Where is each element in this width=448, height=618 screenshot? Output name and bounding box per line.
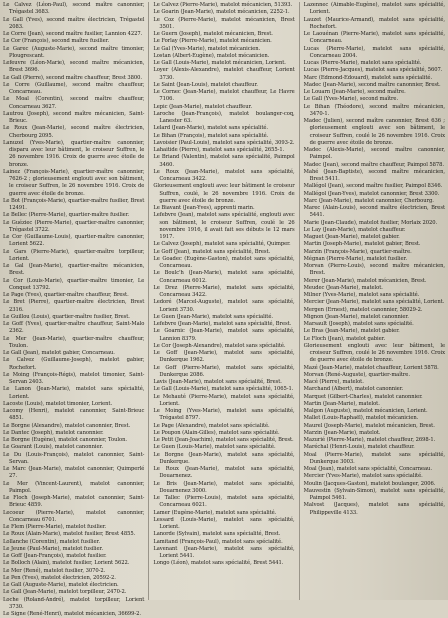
list-entry: Le Borgne (Alexandre), matelot canonnier, Brest. [3, 422, 131, 429]
list-entry: Le Louarn (Jean-Marie), second maître. [303, 89, 406, 95]
list-entry: Le Gall (Jean-Marie), matelot torpilleur, 2470-2. [3, 589, 127, 596]
list-entry: Le Gall (Auguste-Marie), matelot électricien. [3, 582, 119, 588]
list-entry: Le Goff (Jean-Marie), matelot sans spécialité, Dunkerque 1962. [153, 350, 295, 364]
list-entry: Le Bras (Jean-Marie), matelot gabier. [303, 328, 400, 335]
list-entry: Le Drez (Pierre-Marie), matelot sans spécialité, Concarneau 3422. [153, 284, 295, 298]
list-entry: Le Mer (René), matelot fusilier, 3070-2. [3, 567, 106, 574]
list-entry: Le Floch (Jean), matelot gabier. [303, 335, 386, 342]
list-entry: Le Gal (Jean-Marie), quartier-maître mécanicien, Brest. [3, 263, 145, 277]
list-entry: Marchand (Albert), matelot canonnier. [303, 386, 404, 393]
list-entry: Lollanche (Corentin), matelot fusilier. [3, 538, 100, 545]
list-entry: Le Goarnic (Jean-Marie), matelot sans spécialité, Lannion 8379. [153, 328, 295, 342]
list-entry: Glorieusement englouti avec leur bâtiment le croiseur Suffren, coulé, le 26 novembre 1916. Croix de guerre avec étoile de bronze. [153, 183, 295, 204]
list-entry: Lucas (Pierre-Marie), matelot sans spécialité. [303, 60, 422, 66]
column-2 [153, 2, 294, 600]
list-entry: Lepic (Jean-Marie), matelot chauffeur. [153, 103, 252, 110]
list-entry: Le Garec (Auguste-Marie), second maître timonier, Plougrescant. [3, 45, 145, 59]
list-entry: Le Floch (Joseph-Marie), matelot canonnier, Saint-Brieuc 4859. [3, 495, 145, 509]
list-entry: Le Guéziec (Pierre-Marie), quartier-maître canonnier, Trégastel 3722. [3, 219, 145, 233]
list-entry: Le Marc (Jean-Marie), matelot canonnier, Quimperlé 27. [3, 466, 145, 480]
list-entry: Lauzet (Maurice-Armand), matelot sans spécialité, Rochefort. [303, 16, 445, 30]
list-entry: Le Guern (Joseph), matelot mécanicien, Brest. [153, 31, 273, 37]
list-entry: Le Bihan (François), matelot sans spécialité. [153, 132, 269, 139]
list-entry: Lacoste (Louis), matelot timonier, Lorient. [3, 400, 113, 407]
list-entry: Malgon (Auguste), matelot mécanicien, Lorient. [303, 408, 428, 414]
list-entry: Lamitand (François-Paul), matelot sans spécialité. [153, 538, 283, 545]
list-entry: Morvan (Pierre-Louis), second maître mécanicien, Brest. [303, 263, 445, 277]
list-entry: Le Bot (François-Marie), quartier-maître fusilier, Brest 12491. [3, 197, 145, 211]
list-entry: Lostan (Albert-Eugène), matelot mécanicien. [153, 52, 270, 59]
list-entry: Morvan (René-Auguste), quartier-maître. [303, 371, 410, 378]
list-entry: Lahaitide (Pierre), matelot sans spécialité, 2655-1. [153, 147, 285, 153]
list-entry: Le Mer (Vincent-Laurent), matelot canonnier, Paimpol. [3, 480, 145, 494]
list-entry: Le Saint (Jean-Louis), matelot chauffeur. [153, 81, 258, 88]
list-entry: Lefebvre (Jean-Marie), matelot sans spécialité, Brest. [153, 321, 292, 327]
list-entry: Marec (Alain-Louis), second maître électricien, Brest 5441. [303, 205, 445, 219]
list-entry: Le Moing (François-Régis), matelot timonier, Saint-Servan 2403. [3, 371, 145, 385]
column-1 [3, 2, 145, 617]
list-entry: Le Corre (Jean), second maître fusilier, Lannion 4227. [3, 31, 143, 37]
list-entry: Le Petit (Jean-Joachim), matelot sans spécialité, Brest. [153, 437, 294, 443]
list-entry: Mallet (Louis-Raphaël), matelot mécanicien. [303, 415, 419, 422]
list-entry: Malvost (Jacques), matelot sans spécialité, Philippeville 4133. [303, 502, 445, 516]
list-entry: Le Coz (Pierre-Marie), matelot mécanicien, Brest 3501. [153, 16, 295, 30]
list-entry: Marc (Jean-Marie), matelot canonnier, Cherbourg. [303, 197, 434, 204]
list-entry: Maréchal (Henri-Louis), matelot chauffeur. [303, 444, 415, 451]
list-entry: Martin (Joseph-Marie), matelot gabier, Brest. [303, 241, 421, 248]
list-entry: Merer (Jean-Marie), matelot mécanicien, Brest. [303, 277, 427, 284]
list-entry: Le Borgne (Jean-Marie), matelot sans spécialité, Dunkerque. [153, 451, 295, 465]
list-entry: Le Calvez (Léon-Paul), second maître canonnier, Trégastel 3683. [3, 2, 145, 16]
list-entry: Le Forlay (Pierre-Marie), matelot mécanicien. [153, 38, 272, 45]
list-entry: Le Moing (Yves-Marie), matelot sans spécialité, Trégastel 8797. [153, 408, 295, 422]
list-entry: Laroche (Jean-François), matelot boulanger-coq, Lanester 63. [153, 110, 295, 124]
list-entry: Le Roux (Jean-Marie), matelot sans spécialité, Douarnenez. [153, 466, 295, 480]
list-entry: Marie (Jean-Claude), matelot fusilier, Morlaix 2020. [303, 219, 438, 226]
list-entry: Le Guen (Jean-Marie), matelot sans spécialité. [153, 313, 273, 320]
list-entry: Le Goarin (Jean-Marie), matelot mécanicien, 2252-1. [153, 9, 290, 16]
list-entry: Lavis (Jean-Marie), matelot sans spécialité, Brest. [153, 379, 282, 385]
list-entry: Maurel (Joseph-Marie), matelot mécanicien, Brest. [303, 422, 435, 429]
list-entry: Lecoeur (Pierre-Marie), matelot canonnier, Concarneau 6701. [3, 509, 145, 523]
list-entry: Lavoisier (Paul-Louis), matelot sans spécialité, 3093-2. [153, 139, 295, 146]
list-entry: Mercier (Yves-Marie), matelot sans spécialité. [303, 473, 423, 480]
text-columns [3, 2, 445, 617]
list-entry: Le Roux (Jean-Marie), second maître électricien, Cherbourg 2095. [3, 125, 145, 139]
list-entry: Le Gall (Pierre), second maître chauffeur, Brest 3800. [3, 74, 143, 81]
list-entry: Le Gal (Yves-Marie), matelot mécanicien. [153, 45, 261, 52]
list-entry: Le Bihan (Théodore), second maître mécanicien, 3470-1. [303, 103, 445, 117]
list-entry: Milner (Yves-Marie), matelot sans spécialité. [303, 292, 420, 298]
list-entry: Glorieusement englouti avec leur bâtiment, le croiseur Suffren, coulé le 26 novembre 1916. Croix de guerre avec étoile de bronze. [303, 342, 445, 364]
column-divider [299, 2, 300, 600]
list-entry: Moal (Jean), matelot sans spécialité, Concarneau. [303, 466, 432, 472]
list-entry: Le Signe (René-Henri), matelot mécanicien, 36699-2. [3, 611, 141, 617]
list-entry: Lautrou (Joseph), second maître mécanicien, Saint-Brieuc. [3, 110, 145, 124]
list-entry: Loyer (Alexis-Alexandre), matelot chauffeur, Lorient 3730. [153, 67, 295, 81]
list-entry: Le Calvez (Joseph), matelot sans spécialité, Quimper. [153, 241, 291, 248]
list-entry: Lavenant (Jean-Marie), matelot sans spécialité, Lorient 5441. [153, 545, 295, 559]
list-entry: Lamer (Eugène-Marie), matelot sans spécialité. [153, 509, 277, 516]
list-entry: Marzin (François-Marie), quartier-maître. [303, 248, 412, 255]
list-entry: Lelard (Jean-Marie), matelot sans spécialité. [153, 125, 269, 132]
list-entry: Le Moal (Corentin), second maître chauffeur, Concarneau 3627. [3, 96, 145, 110]
list-entry: Marquet (Gilbert-Charles), matelot canonnier. [303, 393, 423, 400]
list-entry: Le Mer (Jean-Marie), quartier-maître chauffeur, Toulon. [3, 335, 145, 349]
list-entry: Le Calvez (Guillaume-Joseph), matelot gabier, Rochefort. [3, 357, 145, 371]
list-entry: Lessard (Louis-Marie), matelot sans spécialité, Lorient. [153, 516, 295, 530]
list-entry: Maguet (Jean-Marie), matelot gabier. [303, 234, 400, 240]
list-entry: Le Borgne (Eugène), matelot canonnier, Toulon. [3, 437, 127, 443]
list-entry: Lucas (Pierre-Marie), matelot sans spécialité, Concarneau 2004. [303, 45, 445, 59]
list-entry: Marsault (Joseph), matelot sans spécialité. [303, 321, 414, 327]
list-entry: Le Goarant (Louis), matelot canonnier. [3, 444, 103, 451]
list-entry: Mercier (Jean-Marie), matelot sans spécialité, Lorient. [303, 299, 445, 306]
list-entry: Moulin (Jacques-Gaston), matelot boulanger, 2006. [303, 480, 436, 487]
list-entry: Le Lanon (Jean-Marie), matelot sans spécialité, Lorient. [3, 386, 145, 400]
list-entry: Le Corre (Guillaume), second maître chauffeur, Concarneau. [3, 81, 145, 95]
list-entry: Le Briand (Valentin), matelot sans spécialité, Paimpol 3460. [153, 154, 295, 168]
list-entry: Le Mehauté (Pierre-Marie), matelot sans spécialité, Lorient. [153, 393, 295, 407]
list-entry: Le Cor (Louis-Marie), quartier-maître timonier, Le Conquet 13792. [3, 277, 145, 291]
list-entry: Mazé (Jean-Marie), matelot chauffeur, Lorient 5878. [303, 364, 439, 371]
list-entry: Le Roux (Alain-Marie), matelot fusilier, Brest 4855. [3, 531, 136, 538]
list-entry: Le Roux (Jean-Marie), matelot sans spécialité, Concarneau 3422. [153, 168, 295, 182]
list-entry: Le Goff (Jean), matelot sans spécialité, Brest. [153, 248, 271, 255]
list-entry: Mallégol (Jean-Yves), matelot canonnier, Brest 3300. [303, 190, 440, 197]
list-entry: Le Guen (Louis-Marie), matelot sans spécialité. [153, 444, 276, 451]
list-entry: Le Du (Louis-François), matelot canonnier, Saint-Servan. [3, 451, 145, 465]
list-entry: Le Pen (Yves), matelot électricien, 20592-2. [3, 574, 116, 581]
list-entry: Le Page (Yves), quartier-maître chauffeur, Brest. [3, 292, 129, 298]
list-entry: Lanorde (Sylvain), matelot sans spécialité, Brest. [153, 531, 281, 538]
list-entry: Mégnan (Pierre-Marie), matelot fusilier. [303, 255, 407, 262]
list-entry: Le Bellec (Pierre-Marie), quartier-maître fusilier. [3, 212, 130, 219]
list-entry: Le Poupon (Alain-Gilles), matelot sans spécialité. [153, 429, 280, 436]
list-entry: Le Goadec (Eugène-Gaston), matelot sans spécialité, Concarneau. [153, 255, 295, 269]
list-entry: Longo (Léon), matelot sans spécialité, Brest 5441. [153, 560, 284, 567]
list-entry: Le Gall (Louis-Marie), matelot sans spécialité, 1065-1. [153, 386, 294, 393]
list-entry: Madec (Jean-Marie), second maître canonnier, Brest. [303, 81, 441, 88]
column-divider [148, 2, 149, 600]
list-entry: Mahé (Jean-Baptiste), second maître mécanicien, Brest 5411. [303, 168, 445, 182]
list-entry: Meudec (Jean-Marie), matelot. [303, 284, 383, 291]
list-entry: Ledoré (Marcel-Auguste), matelot sans spécialité, Lorient 3730. [153, 299, 295, 313]
list-entry: Mergen (Ernest), matelot canonnier, 58029-2. [303, 306, 423, 313]
list-entry: Martin (Jean-Marie), matelot. [303, 400, 380, 407]
list-entry: Le Bret (Pierre), quartier-maître électricien, Brest 2316. [3, 299, 145, 313]
list-entry: Le Calvez (Pierre-Marie), matelot mécanicien, 51393. [153, 2, 293, 8]
list-entry: Le Flem (Pierre-Marie), matelot fusilier. [3, 524, 107, 530]
list-entry: Le Bris (Jean-Marie), matelot sans spécialité, Douarnenez 3000. [153, 480, 295, 494]
list-entry: Lucas (Pierre-Jacques), matelot sans spécialité, 5607. [303, 67, 443, 74]
list-entry: Le Gall (Yves), second maître électricien, Trégastel 2083. [3, 16, 145, 30]
list-entry: Le Gall (Louis-Marie), matelot mécanicien, Lorient. [153, 60, 286, 66]
list-entry: Le Jeune (Paul-Marie), matelot fusilier. [3, 545, 103, 552]
list-entry: Le Cor (François), second maître fusilier. [3, 38, 110, 45]
list-entry: Marzin (Jean-Marie), matelot. [303, 429, 381, 436]
list-entry: Le Boulc'h (Jean-Marie), matelot sans spécialité, Concarneau 6012. [153, 270, 295, 284]
list-entry: Mauvestin (Sylvain-Simon), matelot sans spécialité, Paimpol 5461. [303, 487, 445, 501]
list-entry: Le Laouénan (Pierre-Marie), matelot sans spécialité, Concarneau. [303, 31, 445, 45]
list-entry: Lefeuvre (Léon-Marie), second maître mécanicien, Brest 3696. [3, 60, 145, 74]
list-entry: Lainez (François-Marie), quartier-maître canonnier, 7626-2 ; glorieusement englouti avec son bâtiment, le croiseur Suffren, le 26 novembre 1916. Croix de guerre avec étoile de bronze. [3, 168, 145, 197]
list-entry: Lanuzel (Yves-Marie), quartier-maître canonnier, disparu avec leur bâtiment, le croiseur Suffren, le 26 novembre 1916. Croix de guerre avec étoile de bronze. [3, 139, 145, 168]
list-entry: Le Bolloch (Alain), matelot fusilier, Lorient 5622. [3, 560, 130, 567]
list-entry: Le Goff (Yves), quartier-maître chauffeur, Saint-Malo 2362. [3, 321, 145, 335]
list-entry: Le Gall (Jean), matelot gabier, Concarneau. [3, 350, 115, 356]
list-entry: Marc (Edmond-Edouard), matelot sans spécialité. [303, 74, 433, 81]
list-entry: Le Gall (Yves-Marie), second maître. [303, 96, 399, 103]
list-entry: Le Guillou (Louis), quartier-maître fusilier, Brest. [3, 313, 130, 320]
list-entry: Le Goff (Pierre-Marie), matelot sans spécialité, Dunkerque 2086. [153, 364, 295, 378]
list-entry: Le Lay (Jean-Marie), matelot chauffeur. [303, 226, 406, 233]
list-entry: Le Cornec (Jean-Marie), matelot chauffeur, Le Havre 7106. [153, 89, 295, 103]
list-entry: Madec (Jean), second maître chauffeur, Paimpol 5878. [303, 161, 445, 168]
list-entry: Lazennec (Aimable-Eugène), matelot sans spécialité, Lorient. [303, 2, 445, 16]
list-entry: Le Cor (Guillaume-Louis), quartier-maître canonnier, Lorient 5622. [3, 234, 145, 248]
list-entry: Macé (Pierre), matelot. [303, 379, 364, 385]
list-entry: Le Biavant (Jean-Yves), apprenti marin. [153, 205, 255, 211]
list-entry: Le Dantec (Joseph), matelot canonnier. [3, 429, 104, 436]
list-entry: Moal (Pierre-Marie), matelot sans spécialité, Dunkerque 3003. [303, 451, 445, 465]
list-entry: Le Cor (Joseph-Alexandre), matelot sans spécialité. [153, 342, 286, 349]
list-entry: Le Tallec (Pierre-Louis), matelot sans spécialité, Concarneau 6021. [153, 495, 295, 509]
list-entry: Le Page (Alexandre), matelot sans spécialité. [153, 422, 270, 429]
list-entry: Le Goff (Jean-François), matelot fusilier. [3, 553, 107, 559]
list-entry: Lacomy (Henri), matelot canonnier, Saint-Brieuc 4851. [3, 408, 145, 422]
list-entry: Loche (Roland-André), matelot torpilleur, Lorient 3730. [3, 596, 145, 610]
list-entry: Mallégol (Jean), second maître fusilier, Paimpol 8346. [303, 183, 443, 190]
list-entry: Le Gars (Pierre-Marie), quartier-maître torpilleur, Lorient. [3, 248, 145, 262]
list-entry: Madec (Alexis-Marie), second maître canonnier, Paimpol. [303, 147, 445, 161]
list-entry: Madec (Julien), second maître canonnier, Brest 636 ; glorieusement englouti avec son bâtiment, le croiseur Suffren, coulé le 26 novembre 1916. Croix de guerre avec étoile de bronze. [303, 118, 445, 146]
column-3 [304, 2, 445, 600]
list-entry: Mignon (Jean-Marie), matelot canonnier. [303, 313, 409, 320]
list-entry: Lefebvre (Jean), matelot sans spécialité, englouti avec son bâtiment, le croiseur Suffren, coulé le 26 novembre 1916, il avait fait ses débuts le 12 mars 1917. [153, 212, 295, 240]
list-entry: Mazurié (Pierre-Marie), matelot chauffeur, 2698-1. [303, 437, 436, 443]
